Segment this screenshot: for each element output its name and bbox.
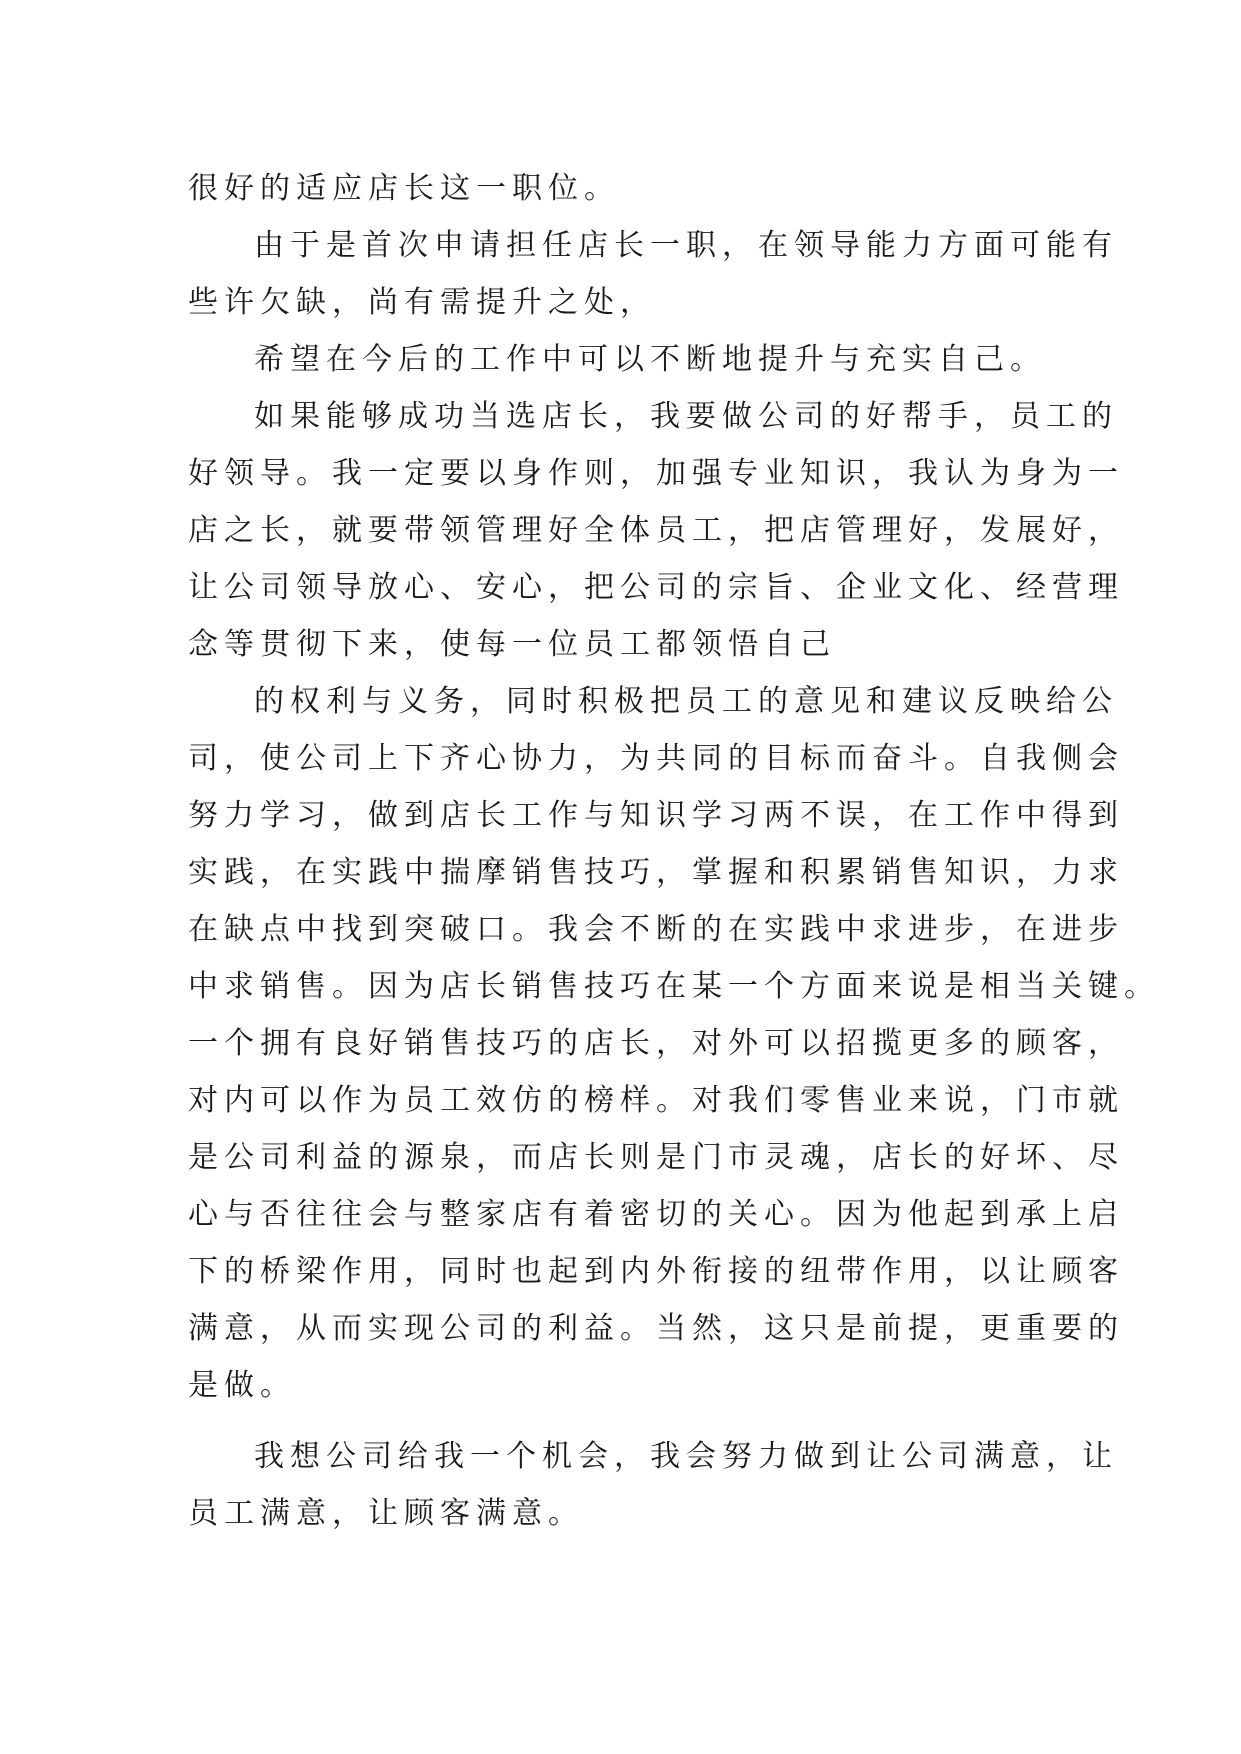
text-line: 心与否往往会与整家店有着密切的关心。因为他起到承上启 — [188, 1197, 1124, 1232]
text-line: 对内可以作为员工效仿的榜样。对我们零售业来说，门市就 — [188, 1083, 1124, 1118]
text-line: 一个拥有良好销售技巧的店长，对外可以招揽更多的顾客， — [188, 1026, 1124, 1061]
paragraph-start: 的权利与义务，同时积极把员工的意见和建议反映给公 — [254, 684, 1118, 719]
paragraph-start: 希望在今后的工作中可以不断地提升与充实自己。 — [254, 342, 1046, 377]
text-line: 好领导。我一定要以身作则，加强专业知识，我认为身为一 — [188, 456, 1124, 491]
text-line: 让公司领导放心、安心，把公司的宗旨、企业文化、经营理 — [188, 570, 1124, 605]
paragraph-start: 如果能够成功当选店长，我要做公司的好帮手，员工的 — [254, 399, 1118, 434]
text-line: 下的桥梁作用，同时也起到内外衔接的纽带作用，以让顾客 — [188, 1254, 1124, 1289]
document-body — [188, 160, 1160, 1542]
text-line: 店之长，就要带领管理好全体员工，把店管理好，发展好， — [188, 513, 1124, 548]
text-line: 努力学习，做到店长工作与知识学习两不误，在工作中得到 — [188, 798, 1124, 833]
text-line: 在缺点中找到突破口。我会不断的在实践中求进步，在进步 — [188, 912, 1124, 947]
text-line: 是做。 — [188, 1368, 296, 1403]
text-line: 些许欠缺，尚有需提升之处， — [188, 285, 656, 320]
text-line: 满意，从而实现公司的利益。当然，这只是前提，更重要的 — [188, 1311, 1124, 1346]
paragraph-start: 由于是首次申请担任店长一职，在领导能力方面可能有 — [254, 228, 1118, 263]
text-line: 很好的适应店长这一职位。 — [188, 171, 620, 206]
text-line: 念等贯彻下来，使每一位员工都领悟自己 — [188, 627, 836, 662]
text-line: 员工满意，让顾客满意。 — [188, 1496, 584, 1531]
text-line: 司，使公司上下齐心协力，为共同的目标而奋斗。自我侧会 — [188, 741, 1124, 776]
text-line: 实践，在实践中揣摩销售技巧，掌握和积累销售知识，力求 — [188, 855, 1124, 890]
text-line: 中求销售。因为店长销售技巧在某一个方面来说是相当关键。 — [188, 969, 1160, 1004]
text-line: 是公司利益的源泉，而店长则是门市灵魂，店长的好坏、尽 — [188, 1140, 1124, 1175]
paragraph-start: 我想公司给我一个机会，我会努力做到让公司满意，让 — [254, 1439, 1118, 1474]
